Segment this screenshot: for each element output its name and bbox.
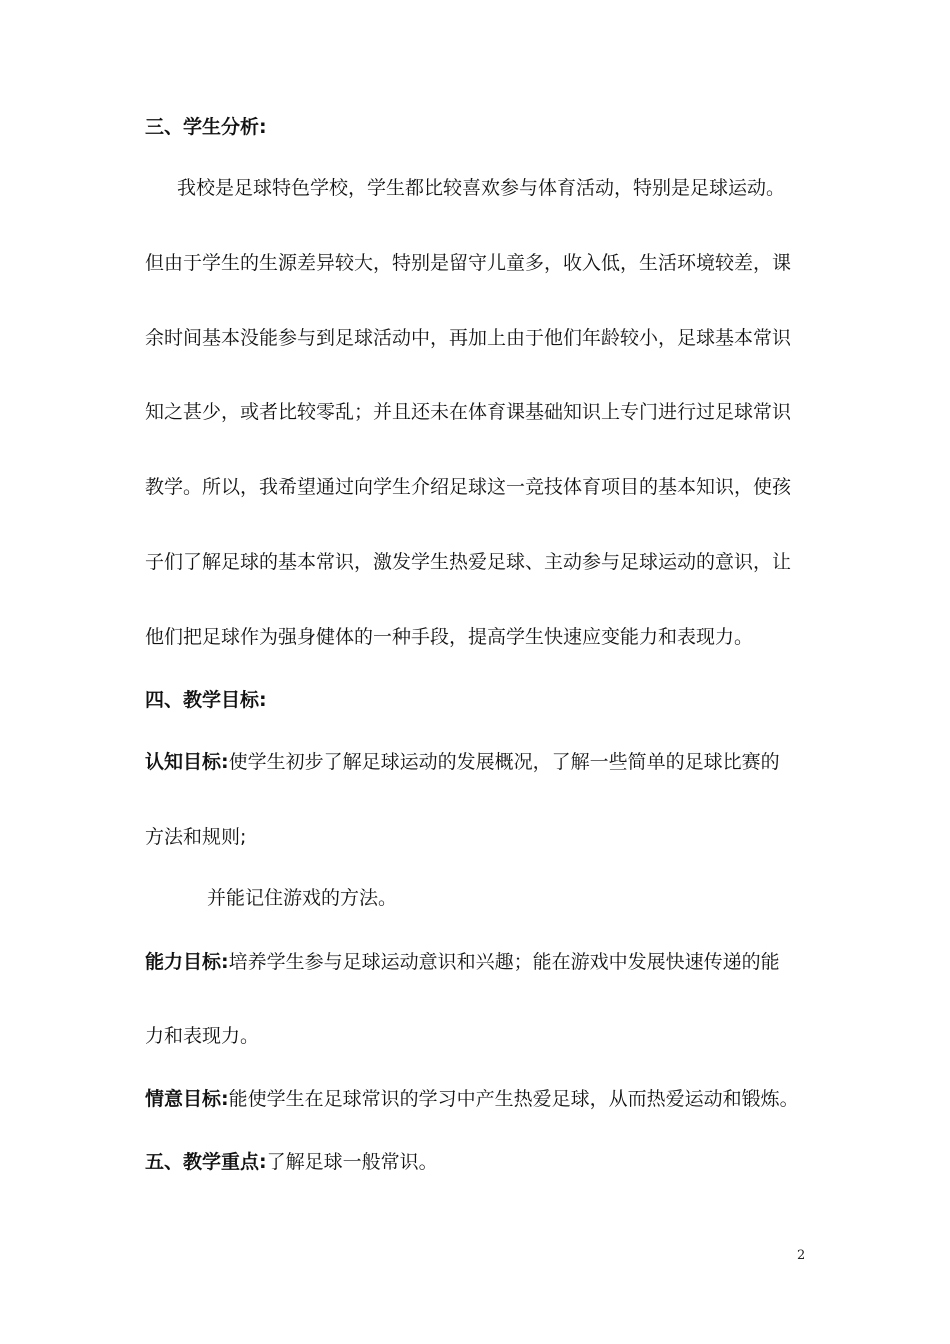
emotion-goal-text: 能使学生在足球常识的学习中产生热爱足球，从而热爱运动和锻炼。 bbox=[228, 1088, 799, 1110]
paragraph-line: 我校是足球特色学校，学生都比较喜欢参与体育活动，特别是足球运动。 bbox=[177, 177, 786, 199]
cognitive-goal-cont: 并能记住游戏的方法。 bbox=[207, 887, 398, 909]
section5-line bbox=[145, 1150, 438, 1174]
ability-goal-cont: 力和表现力。 bbox=[145, 1025, 260, 1047]
paragraph-line: 余时间基本没能参与到足球活动中，再加上由于他们年龄较小，足球基本常识 bbox=[145, 327, 792, 349]
section3-heading: 三、学生分析: bbox=[145, 116, 267, 138]
cognitive-goal-line bbox=[145, 750, 780, 774]
section5-heading: 五、教学重点: bbox=[145, 1151, 267, 1173]
emotion-goal-label: 情意目标: bbox=[145, 1088, 229, 1110]
paragraph-line: 他们把足球作为强身健体的一种手段，提高学生快速应变能力和表现力。 bbox=[145, 626, 754, 648]
ability-goal-text: 培养学生参与足球运动意识和兴趣；能在游戏中发展快速传递的能 bbox=[228, 951, 780, 973]
paragraph-line: 知之甚少，或者比较零乱；并且还未在体育课基础知识上专门进行过足球常识 bbox=[145, 401, 792, 423]
section5-text: 了解足球一般常识。 bbox=[266, 1151, 438, 1173]
paragraph-line: 教学。所以，我希望通过向学生介绍足球这一竞技体育项目的基本知识，使孩 bbox=[145, 476, 792, 498]
page-number: 2 bbox=[797, 1248, 806, 1263]
cognitive-goal-cont: 方法和规则; bbox=[145, 826, 247, 848]
cognitive-goal-label: 认知目标: bbox=[145, 751, 229, 773]
paragraph-line: 但由于学生的生源差异较大，特别是留守儿童多，收入低，生活环境较差，课 bbox=[145, 252, 792, 274]
cognitive-goal-text: 使学生初步了解足球运动的发展概况，了解一些简单的足球比赛的 bbox=[228, 751, 780, 773]
emotion-goal-line bbox=[145, 1087, 799, 1111]
ability-goal-label: 能力目标: bbox=[145, 951, 229, 973]
paragraph-line: 子们了解足球的基本常识，激发学生热爱足球、主动参与足球运动的意识，让 bbox=[145, 551, 792, 573]
section4-heading: 四、教学目标: bbox=[145, 689, 267, 711]
ability-goal-line bbox=[145, 950, 780, 974]
